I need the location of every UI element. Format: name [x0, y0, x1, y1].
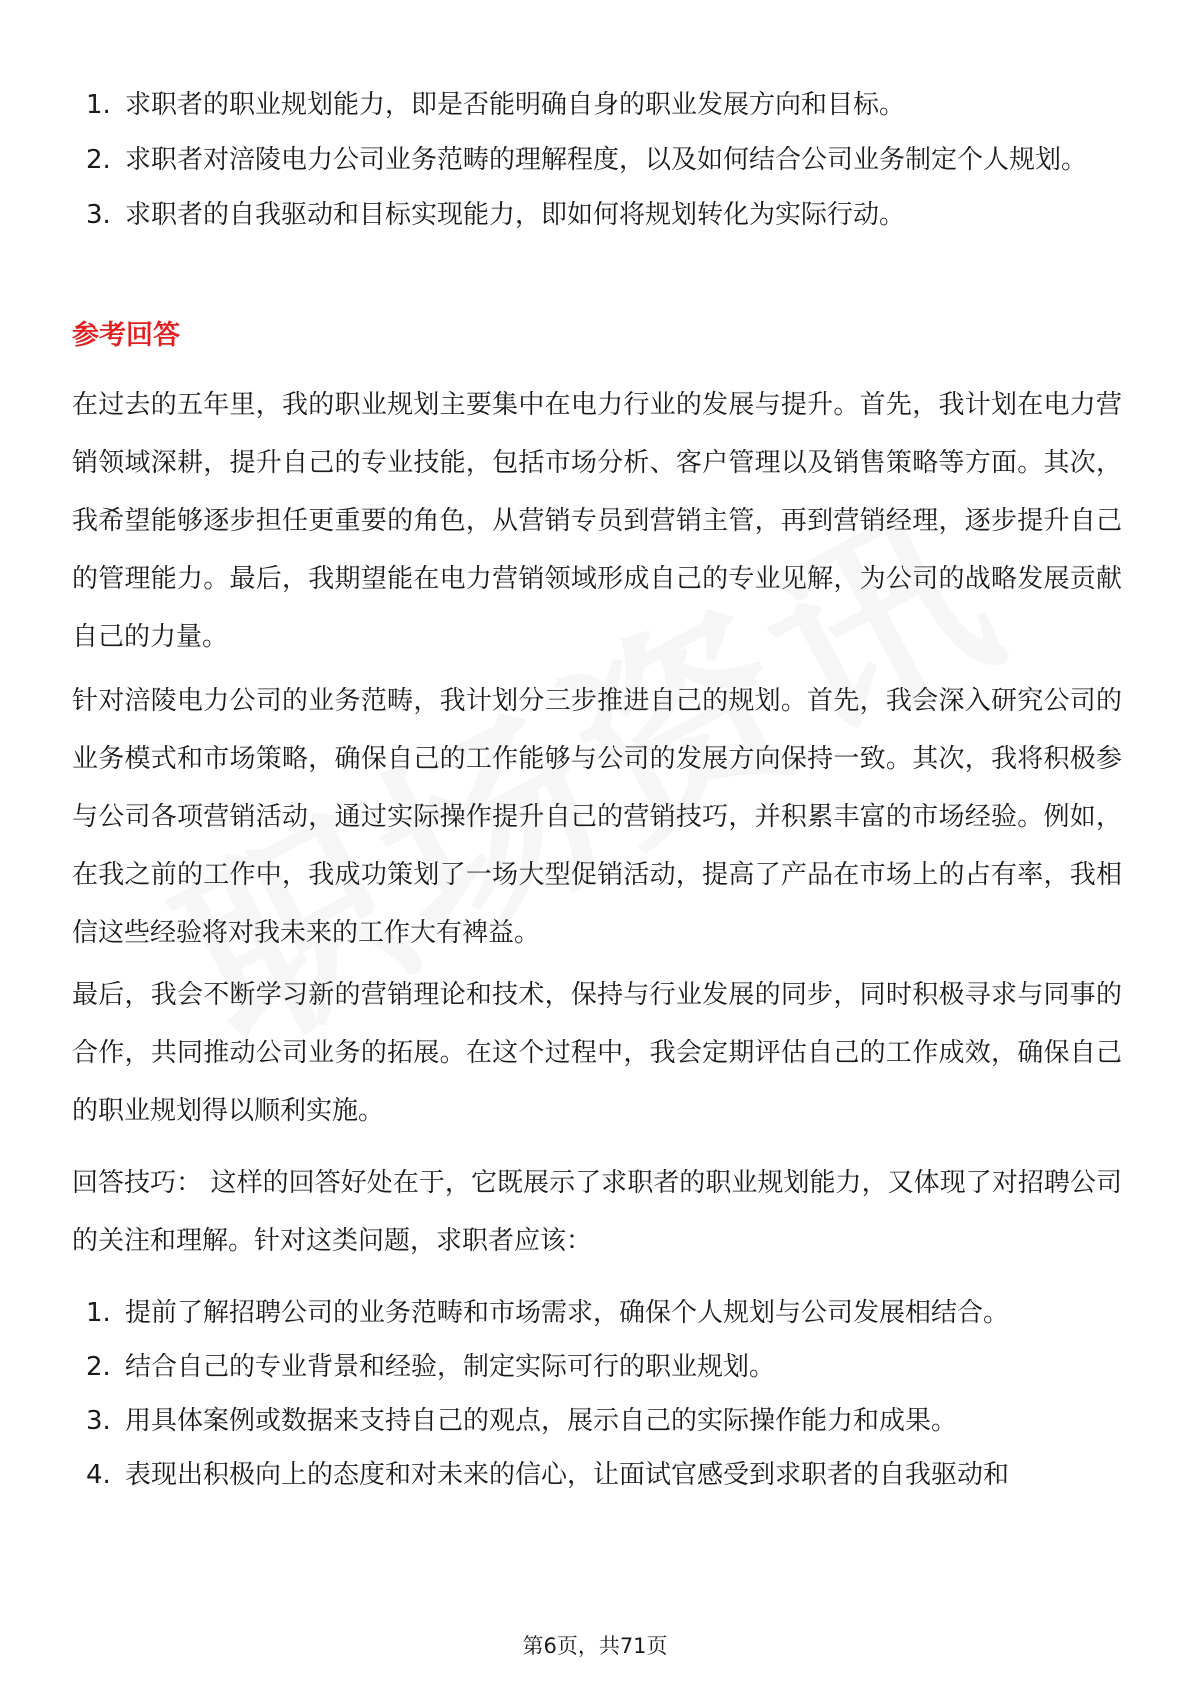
list-item: [0, 1340, 1190, 1394]
paragraph: 最后，我会不断学习新的营销理论和技术，保持与行业发展的同步，同时积极寻求与同事的合作，共同推动公司业务的拓展。在这个过程中，我会定期评估自己的工作成效，确保自己的职业规划得以顺利实施。: [72, 980, 1122, 1126]
list-item: [0, 1286, 1190, 1340]
list-item-text: 提前了解招聘公司的业务范畴和市场需求，确保个人规划与公司发展相结合。: [125, 1298, 1010, 1328]
list-item-text: 结合自己的专业背景和经验，制定实际可行的职业规划。: [125, 1352, 776, 1382]
list-item: [0, 76, 1190, 134]
list-number: 1.: [86, 1298, 111, 1328]
page-number-footer: 第6页，共71页: [522, 1634, 668, 1658]
section-heading: 参考回答: [72, 320, 180, 351]
list-item-text: 用具体案例或数据来支持自己的观点，展示自己的实际操作能力和成果。: [125, 1406, 958, 1436]
list-number: 2.: [86, 1352, 111, 1382]
list-item: [0, 1394, 1190, 1448]
list-number: 2.: [86, 145, 111, 175]
list-item: [0, 186, 1190, 244]
list-number: 1.: [86, 90, 111, 120]
paragraph: 针对涪陵电力公司的业务范畴，我计划分三步推进自己的规划。首先，我会深入研究公司的业务模式和市场策略，确保自己的工作能够与公司的发展方向保持一致。其次，我将积极参与公司各项营销活动，通过实际操作提升自己的营销技巧，并积累丰富的市场经验。例如，在我之前的工作中，我成功策划了一场大型促销活动，提高了产品在市场上的占有率，我相信这些经验将对我未来的工作大有裨益。: [72, 686, 1122, 948]
list-number: 3.: [86, 1406, 111, 1436]
list-number: 4.: [86, 1460, 111, 1490]
list-item: [0, 1448, 1190, 1502]
list-item: [0, 131, 1190, 189]
list-item-text: 求职者对涪陵电力公司业务范畴的理解程度，以及如何结合公司业务制定个人规划。: [125, 145, 1088, 175]
list-number: 3.: [86, 200, 111, 230]
answer-tips-paragraph: 回答技巧： 这样的回答好处在于，它既展示了求职者的职业规划能力，又体现了对招聘公司的关注和理解。针对这类问题，求职者应该：: [72, 1168, 1122, 1256]
list-item-text: 求职者的职业规划能力，即是否能明确自身的职业发展方向和目标。: [125, 90, 906, 120]
list-item-text: 表现出积极向上的态度和对未来的信心，让面试官感受到求职者的自我驱动和: [125, 1460, 1010, 1490]
tips-list: [0, 1286, 1190, 1502]
list-item-text: 求职者的自我驱动和目标实现能力，即如何将规划转化为实际行动。: [125, 200, 906, 230]
paragraph: 在过去的五年里，我的职业规划主要集中在电力行业的发展与提升。首先，我计划在电力营销领域深耕，提升自己的专业技能，包括市场分析、客户管理以及销售策略等方面。其次，我希望能够逐步担任更重要的角色，从营销专员到营销主管，再到营销经理，逐步提升自己的管理能力。最后，我期望能在电力营销领域形成自己的专业见解，为公司的战略发展贡献自己的力量。: [72, 390, 1122, 652]
evaluation-points-list: [0, 76, 1190, 244]
